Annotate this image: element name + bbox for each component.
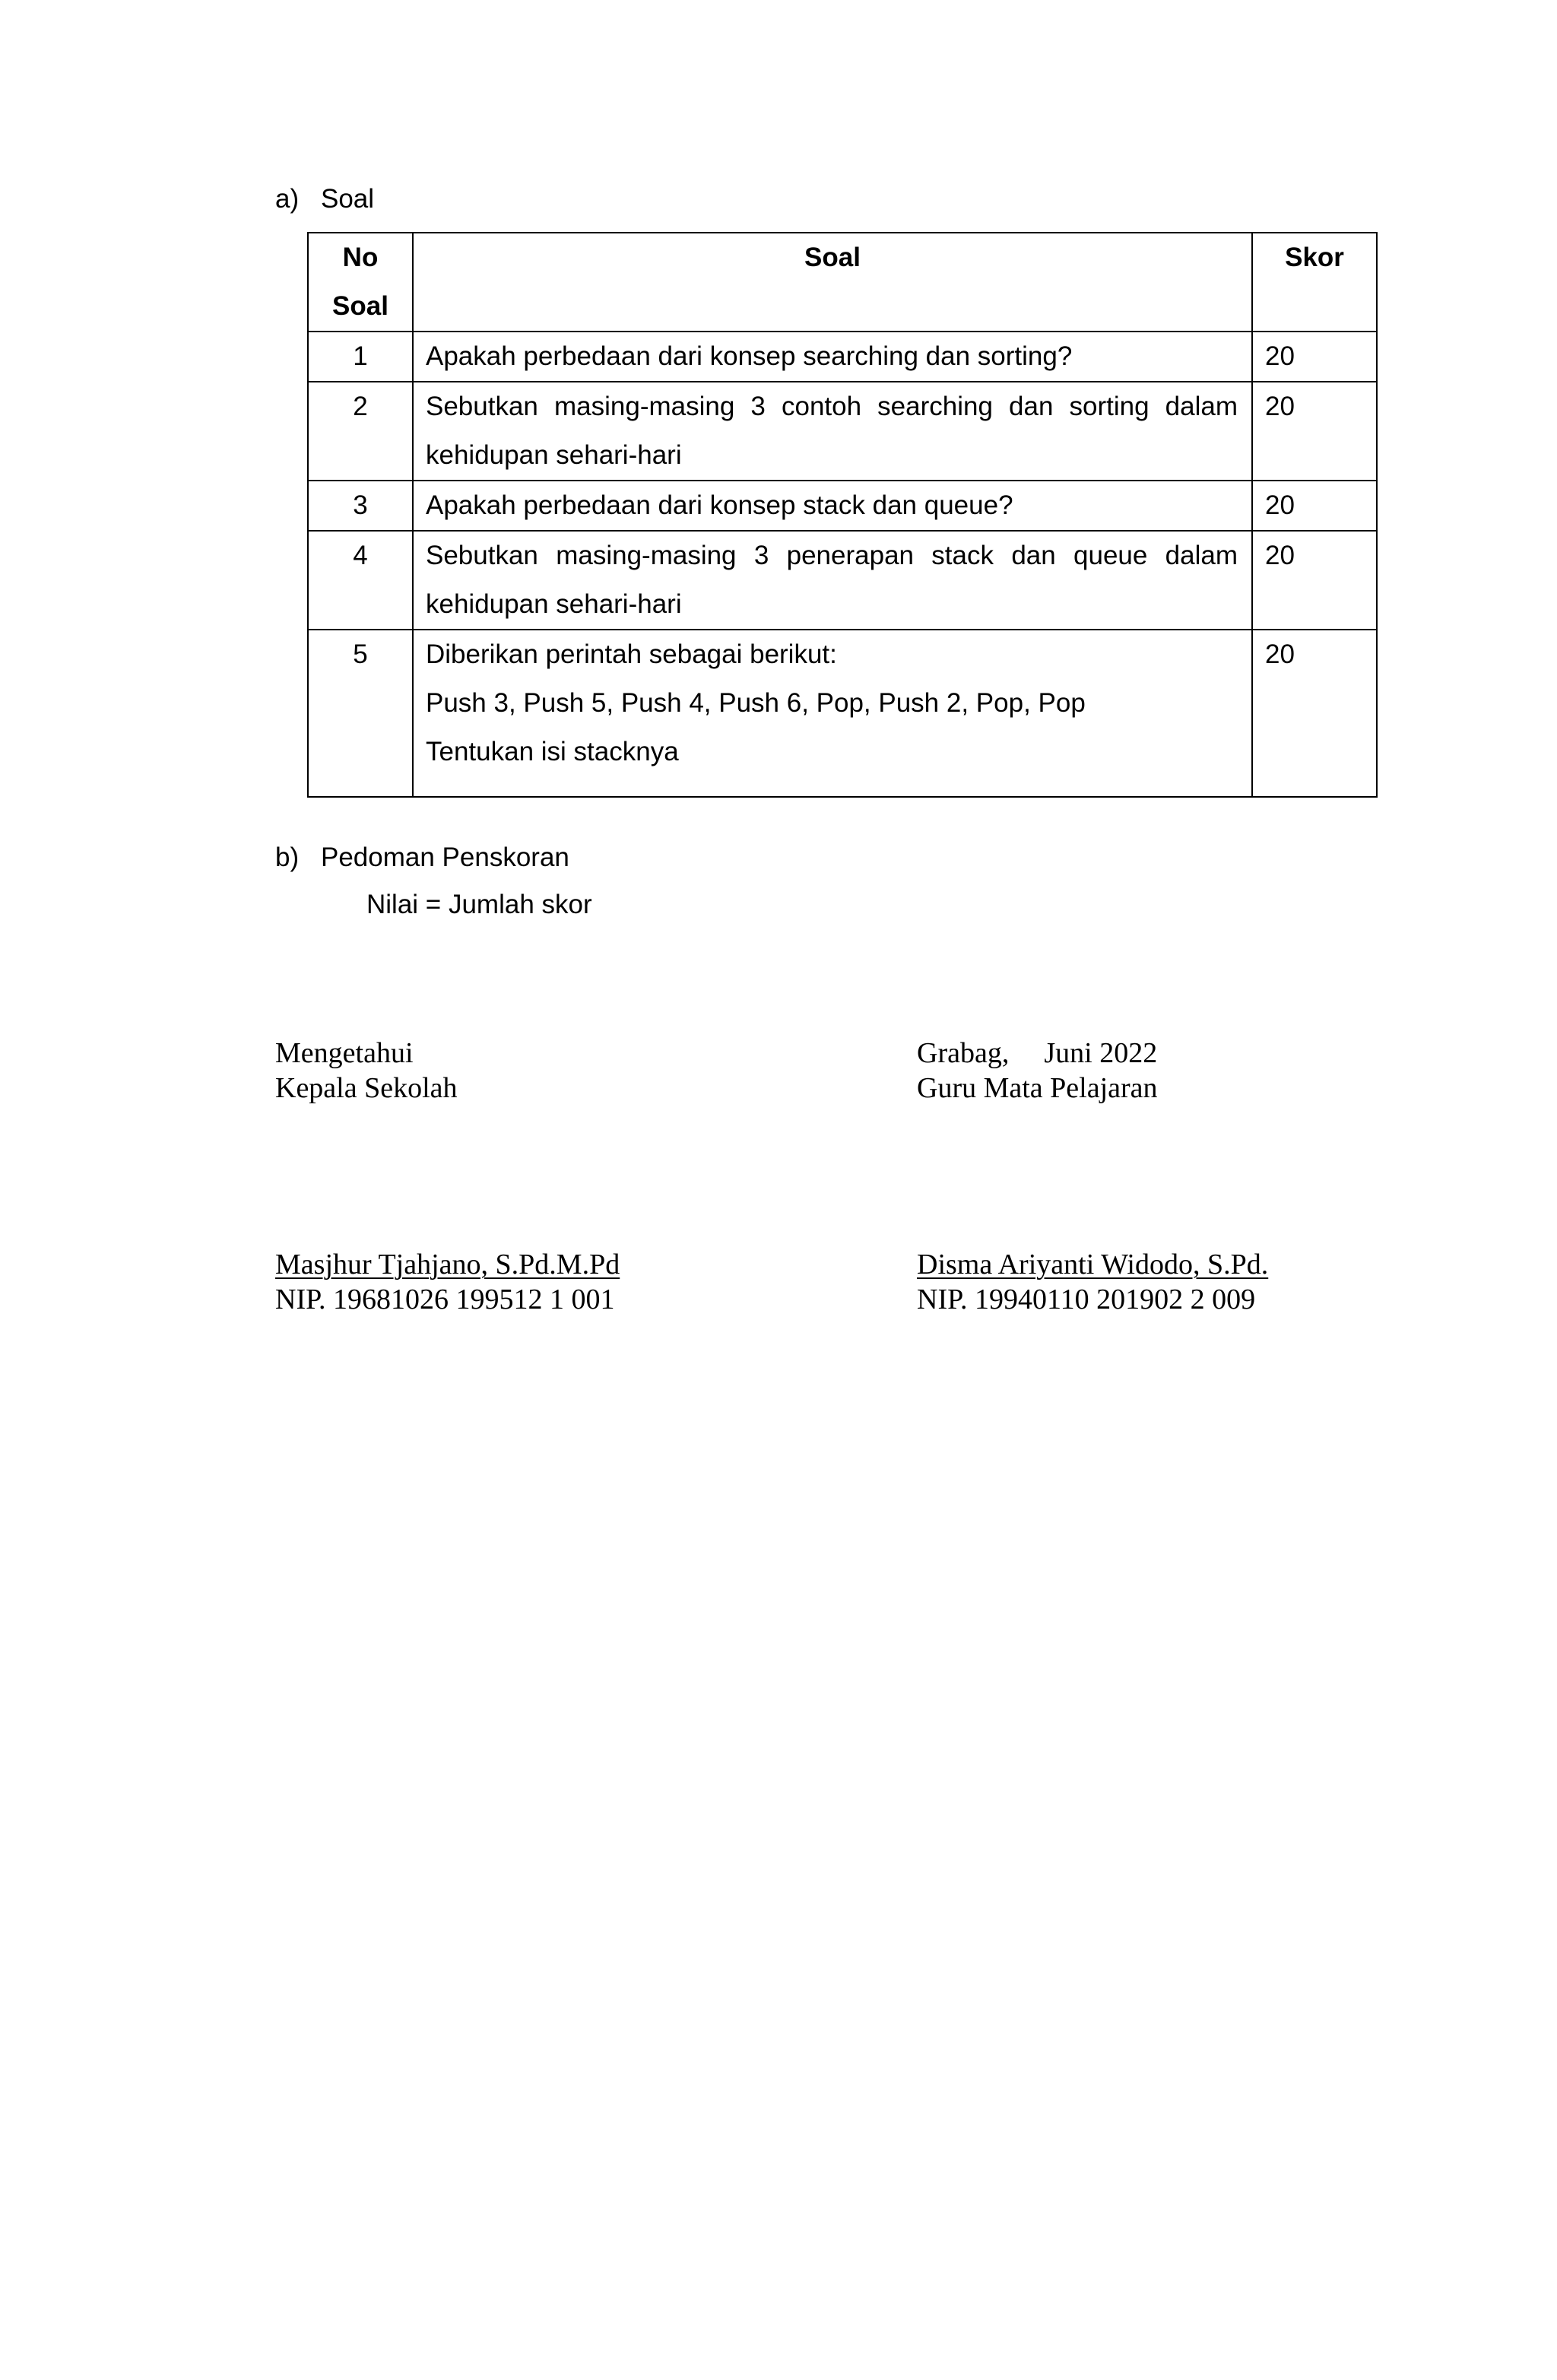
row-number: 3 [308,481,413,531]
row-score: 20 [1252,531,1377,630]
row-number: 2 [308,382,413,481]
acknowledge-label: Mengetahui [275,1037,414,1069]
question-line: Apakah perbedaan dari konsep stack dan queue? [426,490,1013,520]
header-skor: Skor [1252,233,1377,332]
signature-right-header [917,1036,1158,1106]
principal-title: Kepala Sekolah [275,1072,458,1104]
question-line: Tentukan isi stacknya [426,737,679,766]
teacher-title: Guru Mata Pelajaran [917,1072,1158,1104]
section-b-title: Pedoman Penskoran [321,843,569,872]
table-row [308,382,1377,481]
row-score: 20 [1252,630,1377,797]
place: Grabag, [917,1037,1010,1069]
row-score: 20 [1252,332,1377,382]
row-number: 5 [308,630,413,797]
question-text [413,481,1252,531]
row-number: 1 [308,332,413,382]
table-row [308,481,1377,531]
row-score: 20 [1252,481,1377,531]
principal-nip: NIP. 19681026 199512 1 001 [275,1284,615,1315]
scoring-formula: Nilai = Jumlah skor [366,890,592,919]
section-b-marker: b) [275,843,300,872]
signature-right-name-block [917,1247,1268,1317]
table-header-row [308,233,1377,332]
table-row [308,332,1377,382]
signature-left-name-block [275,1247,620,1317]
question-text [413,332,1252,382]
principal-name: Masjhur Tjahjano, S.Pd.M.Pd [275,1249,620,1280]
question-line: Sebutkan masing-masing 3 penerapan stack dan queue dalam kehidupan sehari-hari [426,541,1238,619]
signature-left-header [275,1036,458,1106]
teacher-nip: NIP. 19940110 201902 2 009 [917,1284,1256,1315]
question-line: Sebutkan masing-masing 3 contoh searching dan sorting dalam kehidupan sehari-hari [426,392,1238,470]
header-no-line2: Soal [332,291,388,321]
question-line: Diberikan perintah sebagai berikut: [426,639,837,669]
header-no-soal [308,233,413,332]
row-number: 4 [308,531,413,630]
section-a-marker: a) [275,184,300,214]
header-no-line1: No [342,243,379,272]
date: Juni 2022 [1044,1037,1158,1069]
soal-table [307,232,1378,798]
question-line: Push 3, Push 5, Push 4, Push 6, Pop, Push 2, Pop, Pop [426,688,1086,718]
question-text [413,630,1252,797]
header-soal: Soal [413,233,1252,332]
table-row [308,531,1377,630]
question-text [413,382,1252,481]
question-line: Apakah perbedaan dari konsep searching dan sorting? [426,341,1073,371]
section-a-title: Soal [321,184,375,214]
table-row [308,630,1377,797]
question-text [413,531,1252,630]
teacher-name: Disma Ariyanti Widodo, S.Pd. [917,1249,1269,1280]
section-b-heading [275,843,569,873]
place-date [917,1036,1158,1071]
row-score: 20 [1252,382,1377,481]
section-a-heading [275,184,374,214]
